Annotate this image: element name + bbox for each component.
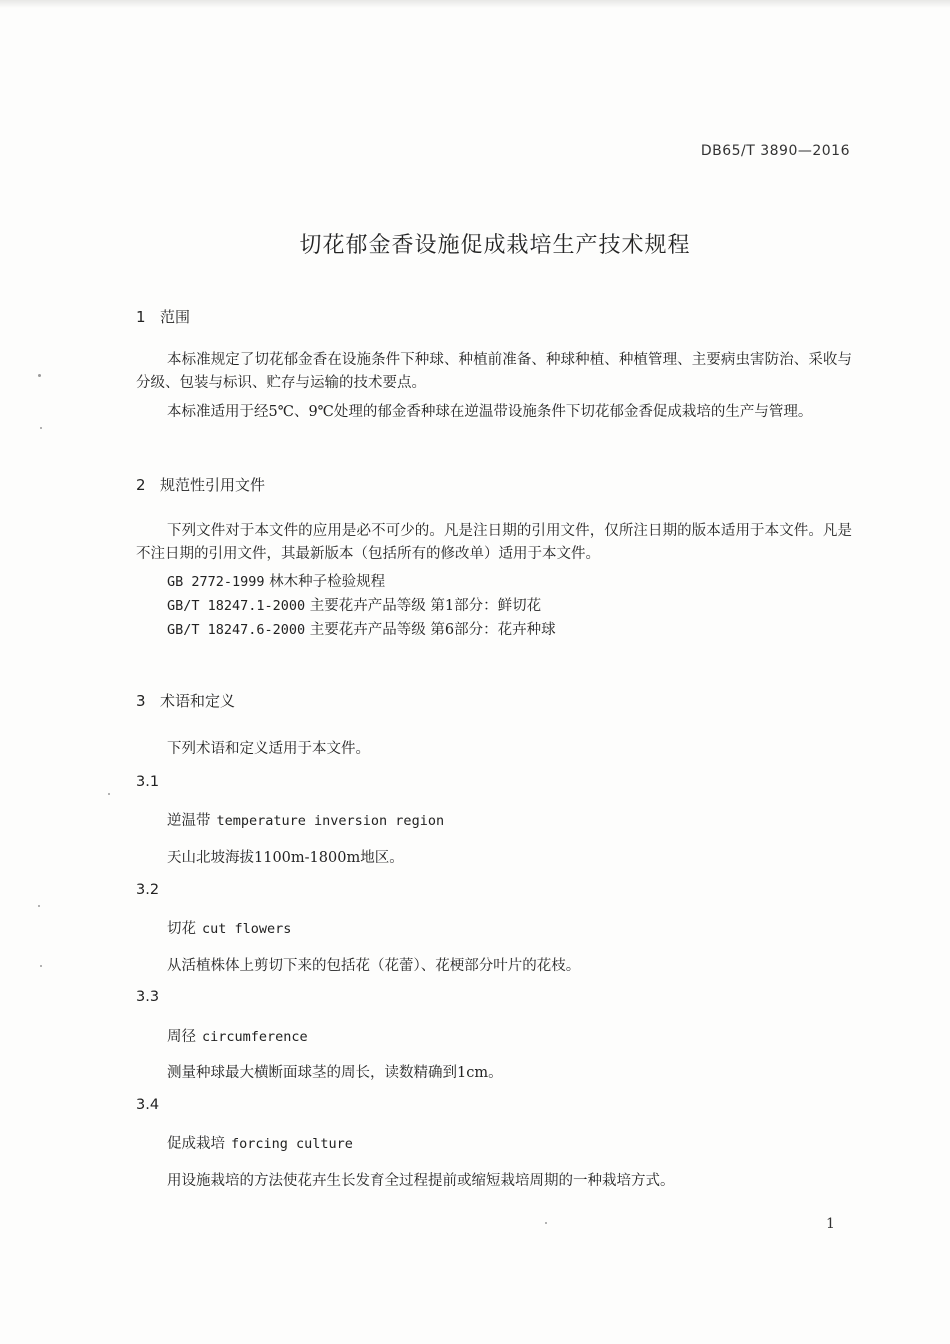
- term-definition: 测量种球最大横断面球茎的周长，读数精确到1cm。: [167, 1065, 503, 1081]
- term-definition: 天山北坡海拔1100m-1800m地区。: [167, 850, 404, 866]
- term-definition: 用设施栽培的方法使花卉生长发育全过程提前或缩短栽培周期的一种栽培方式。: [167, 1173, 675, 1189]
- reference-item: [167, 594, 541, 615]
- term-number: 3.3: [136, 989, 160, 1005]
- references-paragraph: 下列文件对于本文件的应用是必不可少的。凡是注日期的引用文件，仅所注日期的版本适用于本文件。凡是不注日期的引用文件，其最新版本（包括所有的修改单）适用于本文件。: [136, 523, 852, 562]
- page-number: 1: [826, 1216, 835, 1232]
- term-zh: 切花: [167, 921, 196, 937]
- section-number: 3: [136, 692, 146, 710]
- reference-code: GB/T 18247.1-2000: [167, 598, 306, 614]
- reference-title: 主要花卉产品等级 第6部分：花卉种球: [309, 622, 556, 638]
- section-number: 2: [136, 476, 146, 494]
- term-number: 3.2: [136, 882, 160, 898]
- section-title: 术语和定义: [160, 692, 236, 710]
- term-entry: [167, 917, 291, 938]
- section-heading-scope: [136, 306, 190, 327]
- reference-code: GB/T 18247.6-2000: [167, 622, 306, 638]
- reference-title: 主要花卉产品等级 第1部分：鲜切花: [309, 598, 542, 614]
- scan-edge: [0, 0, 950, 8]
- term-definition: 从活植株体上剪切下来的包括花（花蕾）、花梗部分叶片的花枝。: [167, 958, 581, 974]
- term-entry: [167, 1025, 308, 1046]
- reference-item: [167, 570, 385, 591]
- scan-speck: [38, 905, 40, 907]
- section-heading-references: [136, 474, 265, 495]
- scan-speck: [38, 374, 41, 377]
- scope-paragraph-1: 本标准规定了切花郁金香在设施条件下种球、种植前准备、种球种植、种植管理、主要病虫害防治、采收与分级、包装与标识、贮存与运输的技术要点。: [136, 352, 852, 391]
- term-en: cut flowers: [202, 921, 292, 937]
- document-title: 切花郁金香设施促成栽培生产技术规程: [299, 233, 691, 258]
- term-en: temperature inversion region: [216, 813, 445, 829]
- scan-speck: [108, 793, 110, 795]
- scan-speck: [40, 427, 42, 429]
- section-title: 规范性引用文件: [160, 476, 266, 494]
- section-heading-terms: [136, 690, 235, 711]
- scope-paragraph-2: 本标准适用于经5℃、9℃处理的郁金香种球在逆温带设施条件下切花郁金香促成栽培的生产与管理。: [167, 404, 813, 420]
- term-zh: 周径: [167, 1029, 196, 1045]
- terms-intro: 下列术语和定义适用于本文件。: [167, 741, 370, 757]
- term-entry: [167, 1132, 353, 1153]
- section-title: 范围: [160, 308, 191, 326]
- term-en: forcing culture: [231, 1136, 353, 1152]
- term-number: 3.4: [136, 1097, 160, 1113]
- scan-speck: [40, 965, 42, 967]
- reference-code: GB 2772-1999: [167, 574, 265, 590]
- reference-title: 林木种子检验规程: [269, 574, 386, 590]
- section-number: 1: [136, 308, 146, 326]
- document-id: DB65/T 3890—2016: [700, 143, 850, 159]
- scan-speck: [545, 1222, 547, 1224]
- term-entry: [167, 809, 444, 830]
- term-number: 3.1: [136, 774, 160, 790]
- term-zh: 逆温带: [167, 813, 211, 829]
- reference-item: [167, 618, 556, 639]
- term-en: circumference: [202, 1029, 308, 1045]
- term-zh: 促成栽培: [167, 1136, 225, 1152]
